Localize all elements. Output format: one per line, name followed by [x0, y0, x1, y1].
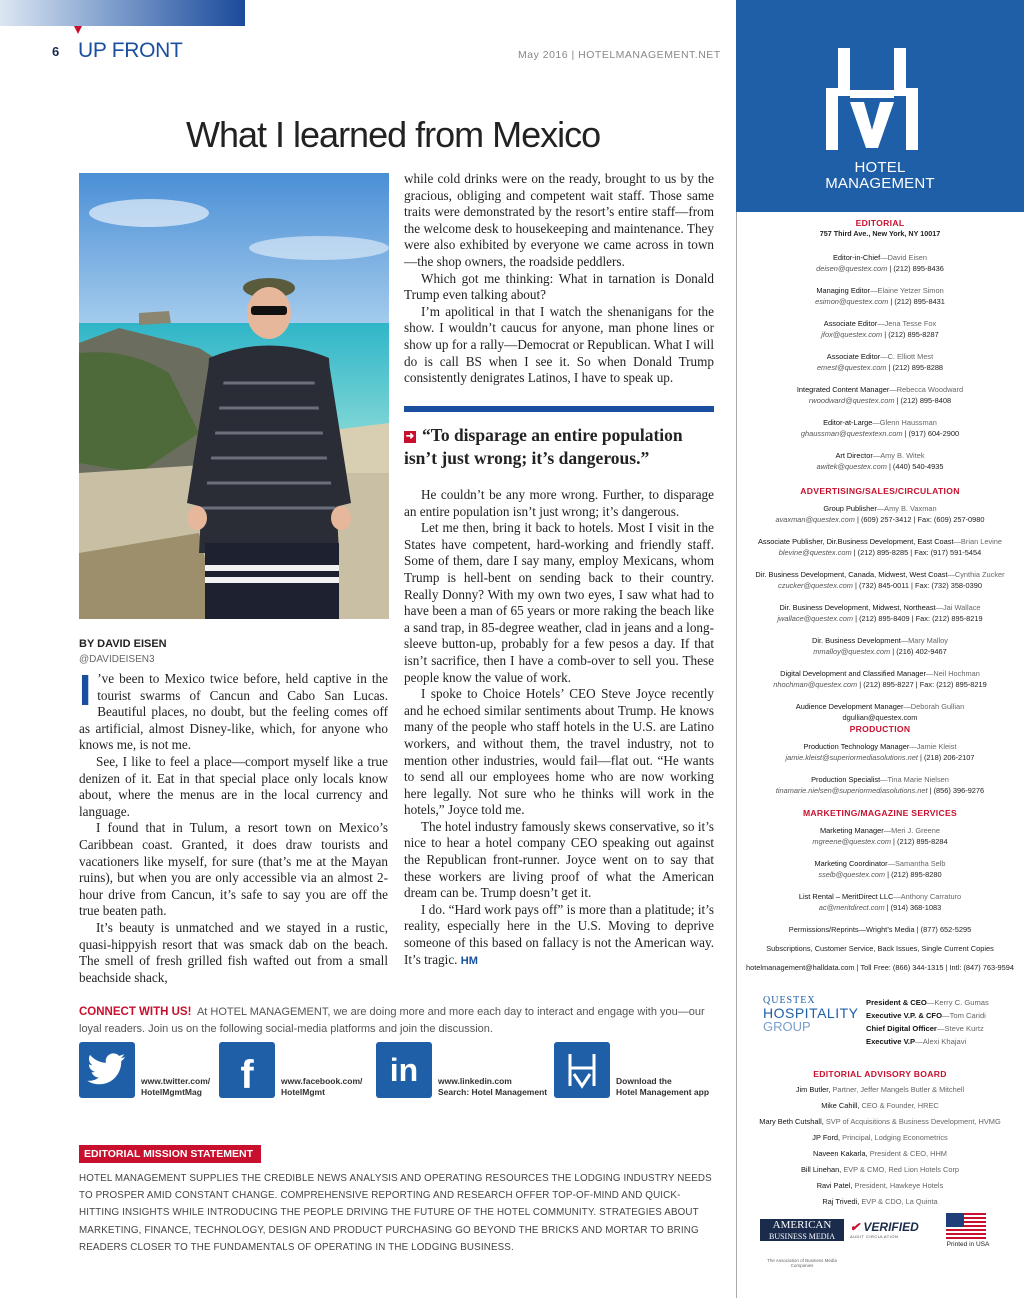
- board-member: [740, 1146, 1020, 1162]
- staff-entry: [740, 825, 1020, 847]
- staff-phone: (440) 540-4935: [892, 462, 944, 471]
- staff-email: avaxman@questex.com: [775, 515, 855, 524]
- section-label: UP FRONT: [78, 39, 183, 62]
- social-label: www.linkedin.com Search: Hotel Management: [438, 1076, 548, 1097]
- staff-entry: [740, 701, 1020, 723]
- staff-phone: (212) 895-8227 | Fax: (212) 895-8219: [863, 680, 987, 689]
- staff-phone: (212) 895-8285 | Fax: (917) 591-5454: [857, 548, 982, 557]
- masthead-title: HOTEL MANAGEMENT: [825, 159, 935, 192]
- staff-contact-line: emest@questex.com | (212) 895-8288: [816, 363, 944, 372]
- staff-entry: [740, 384, 1020, 406]
- staff-title-line: [740, 774, 1020, 785]
- staff-title-line: [740, 891, 1020, 902]
- staff-name: —Amy B. Witek: [872, 451, 925, 460]
- page-number: 6: [52, 44, 60, 59]
- staff-contact-line: czucker@questex.com | (732) 845-0011 | Fax: (732) 358-0390: [778, 581, 982, 590]
- staff-contact-line: blevine@questex.com | (212) 895-8285 | Fax: (917) 591-5454: [778, 548, 982, 557]
- staff-name: —Amy B. Vaxman: [876, 504, 937, 513]
- board-member: [740, 1194, 1020, 1210]
- permissions-line: Permissions/Reprints—Wright’s Media | (877) 652-5295: [788, 925, 972, 934]
- staff-phone: (216) 402-9467: [896, 647, 947, 656]
- staff-email: ghaussman@questextexn.com: [800, 429, 903, 438]
- staff-phone: (212) 895-8408: [900, 396, 952, 405]
- board-member: [740, 1162, 1020, 1178]
- board-name: Mary Beth Cutshall,: [759, 1117, 824, 1126]
- staff-contact-line: jamie.kleist@superiormediasolutions.net | (218) 206-2107: [785, 753, 975, 762]
- board-role: SVP of Acquisitions & Business Development, HVMG: [825, 1117, 1001, 1126]
- staff-email: mgreene@questex.com: [812, 837, 891, 846]
- staff-title: Associate Publisher, Dir.Business Development, East Coast: [757, 537, 954, 546]
- board-member: [740, 1098, 1020, 1114]
- staff-name: —C. Elliott Mest: [880, 352, 934, 361]
- staff-phone: (212) 895-8287: [888, 330, 939, 339]
- staff-phone: (212) 895-8436: [893, 264, 944, 273]
- end-mark: HM: [460, 954, 478, 967]
- staff-contact-line: avaxman@questex.com | (609) 257-3412 | Fax: (609) 257-0980: [775, 515, 985, 524]
- paragraph: See, I like to feel a place—comport myself like a true denizen of it. Eat in that special place only locals know about, where the menus are in the local currency and language.: [79, 753, 388, 819]
- staff-title-line: [740, 602, 1020, 613]
- staff-contact-line: tinamarie.nielsen@superiormediasolutions.net | (856) 396-9276: [775, 786, 985, 795]
- staff-entry: [740, 858, 1020, 880]
- board-name: Jim Butler,: [795, 1085, 831, 1094]
- officer-entry: [866, 1009, 1016, 1022]
- staff-title-line: [740, 858, 1020, 869]
- staff-title: Integrated Content Manager: [796, 385, 890, 394]
- staff-title: Editor-at-Large: [823, 418, 873, 427]
- staff-phone: (914) 368-1083: [890, 903, 942, 912]
- author-handle: @DAVIDEISEN3: [79, 654, 155, 665]
- advisory-board-list: [740, 1082, 1020, 1210]
- staff-entry: [740, 252, 1020, 274]
- staff-contact-line: mgreene@questex.com | (212) 895-8284: [812, 837, 948, 846]
- board-role: Principal, Lodging Econometrics: [842, 1133, 948, 1142]
- staff-email: esimon@questex.com: [815, 297, 889, 306]
- paragraph: It’s beauty is unmatched and we stayed in a rustic, quasi-hippyish resort that was smack dab on the beach. The smell of fresh grilled fish wafted out from a small beachside shack,: [79, 919, 388, 985]
- board-member: [740, 1178, 1020, 1194]
- staff-phone: (609) 257-3412 | Fax: (609) 257-0980: [860, 515, 985, 524]
- advisory-board-section: [740, 1069, 1020, 1079]
- staff-entry: [740, 351, 1020, 373]
- staff-title: Dir. Business Development, Midwest, Northeast: [779, 603, 936, 612]
- staff-title: Associate Editor: [826, 352, 881, 361]
- staff-name: —Deborah Gullian: [903, 702, 965, 711]
- board-member: [740, 1082, 1020, 1098]
- byline: BY DAVID EISEN: [79, 638, 167, 650]
- staff-email: awitek@questex.com: [816, 462, 887, 471]
- staff-email: czucker@questex.com: [778, 581, 853, 590]
- staff-contact-line: esimon@questex.com | (212) 895-8431: [815, 297, 945, 306]
- staff-name: —Samantha Selb: [887, 859, 946, 868]
- staff-contact-line: nhochman@questex.com | (212) 895-8227 | Fax: (212) 895-8219: [773, 680, 987, 689]
- section-heading: MARKETING/MAGAZINE SERVICES: [802, 808, 958, 818]
- section-heading: EDITORIAL: [855, 218, 905, 228]
- staff-contact-line: jfox@questex.com | (212) 895-8287: [821, 330, 939, 339]
- questex-logo: QUESTEX HOSPITALITY GROUP: [763, 995, 859, 1034]
- staff-name: —Elaine Yetzer Simon: [870, 286, 944, 295]
- staff-phone: dgullian@questex.com: [842, 713, 918, 722]
- connect-text: At HOTEL MANAGEMENT, we are doing more and more each day to interact and engage with you—our loyal readers. Join us on the following social-media platforms and join the discussion.: [79, 1006, 705, 1035]
- staff-contact-line: awitek@questex.com | (440) 540-4935: [816, 462, 944, 471]
- staff-entry: [740, 569, 1020, 591]
- staff-email: deisen@questex.com: [816, 264, 888, 273]
- staff-title-line: [740, 417, 1020, 428]
- article-column-middle-top: [404, 171, 714, 387]
- paragraph: I found that in Tulum, a resort town on Mexico’s Caribbean coast. Granted, it does draw tourists and vacationers like myself, for sure (that’s me at the Mayan ruins), but when you are only accessible via an almost 2-hour drive from Cancun, it’s safe to say you are off the true beaten path.: [79, 820, 388, 919]
- staff-name: —Anthony Carraturo: [893, 892, 962, 901]
- staff-title-line: [740, 318, 1020, 329]
- staff-name: —Mary Malloy: [900, 636, 948, 645]
- board-name: Bill Linehan,: [800, 1165, 842, 1174]
- hm-app-icon[interactable]: [554, 1042, 610, 1098]
- staff-title-line: [740, 741, 1020, 752]
- staff-name: —Jena Tesse Fox: [877, 319, 937, 328]
- twitter-icon[interactable]: [79, 1042, 135, 1098]
- officers-list: [866, 996, 1016, 1048]
- staff-name: —Meri J. Greene: [883, 826, 940, 835]
- staff-title: Marketing Manager: [820, 826, 884, 835]
- staff-entry: [740, 668, 1020, 690]
- staff-phone: (212) 895-8284: [897, 837, 948, 846]
- staff-entry: [740, 602, 1020, 624]
- staff-title-line: [740, 701, 1020, 712]
- paragraph: while cold drinks were on the ready, brought to us by the gracious, obliging and competent wait staff. Those same traits were demonstrated by the resort’s entire staff—from the welcome desk to housekeeping and maintenance. They were also exhibited by everyone we came across in town—the shop owners, the roadside peddlers.: [404, 171, 714, 269]
- dropcap: I: [79, 666, 92, 715]
- paragraph: Let me then, bring it back to hotels. Most I visit in the States have competent, hard-working and friendly staff. Some of them, dare I say many, employ Mexicans, whom Trump is hell-bent on sending back to their country. Really Donny? With my own two eyes, I saw what had to have been a man of 65 years or more raking the beach like a sand trap, in 85-degree weather, clad in jeans and a long-sleeve button-up, probably for a few pesos a day. If that isn’t sacrifice, then I have a comb-over to sell you. These people know the value of work.: [404, 520, 714, 685]
- photo-illustration: [79, 173, 389, 619]
- staff-title-line: [740, 668, 1020, 679]
- board-role: Partner, Jeffer Mangels Butler & Mitchell: [832, 1085, 965, 1094]
- staff-title: Group Publisher: [823, 504, 877, 513]
- staff-contact-line: jwallace@questex.com | (212) 895-8409 | Fax: (212) 895-8219: [777, 614, 983, 623]
- board-member: [740, 1114, 1020, 1130]
- header-tab-marker: [74, 26, 82, 34]
- staff-name: —Glenn Haussman: [872, 418, 937, 427]
- staff-title-line: [740, 569, 1020, 580]
- staff-name: —Jai Wallace: [935, 603, 981, 612]
- staff-entry: [740, 318, 1020, 340]
- officer-title: Executive V.P: [866, 1037, 916, 1046]
- header-tab-bar: [0, 0, 245, 26]
- issue-line: May 2016 | HOTELMANAGEMENT.NET: [518, 49, 721, 61]
- usa-flag-icon: [946, 1213, 986, 1239]
- staff-title-line: [740, 825, 1020, 836]
- staff-title: Dir. Business Development: [812, 636, 901, 645]
- paragraph: I do. “Hard work pays off” is more than a platitude; it’s reality, especially here in the U.S. Moving to deprive someone of this based on fallacy is not the American way. It’s tragic. HM: [404, 901, 714, 967]
- officer-title: Chief Digital Officer: [866, 1024, 937, 1033]
- staff-phone: (212) 895-8280: [891, 870, 942, 879]
- board-role: President, Hawkeye Hotels: [854, 1181, 944, 1190]
- staff-name: —Cynthia Zucker: [947, 570, 1005, 579]
- staff-phone: (856) 396-9276: [933, 786, 985, 795]
- officer-entry: [866, 996, 1016, 1009]
- staff-title: Digital Development and Classified Manager: [780, 669, 927, 678]
- officer-name: —Tom Caridi: [941, 1011, 986, 1020]
- staff-title: Production Specialist: [811, 775, 881, 784]
- paragraph: I ’ve been to Mexico twice before, held captive in the tourist swarms of Cancun and Cabo San Lucas. Beautiful places, no doubt, but the feeling comes off as artificial, almost Disney-like, which, for anyone who knows me, is not me.: [79, 666, 388, 753]
- staff-email: mmalloy@questex.com: [813, 647, 891, 656]
- board-role: President & CEO, HHM: [869, 1149, 947, 1158]
- board-name: JP Ford,: [812, 1133, 841, 1142]
- staff-title: Dir. Business Development, Canada, Midwest, West Coast: [755, 570, 948, 579]
- connect-section: [79, 1004, 719, 1038]
- staff-name: —Brian Levine: [953, 537, 1003, 546]
- linkedin-icon[interactable]: in: [376, 1042, 432, 1098]
- staff-phone: (212) 895-8288: [892, 363, 944, 372]
- officer-name: —Kerry C. Gumas: [926, 998, 989, 1007]
- board-role: CEO & Founder, HREC: [861, 1101, 939, 1110]
- staff-title-line: [740, 252, 1020, 263]
- paragraph: I’m apolitical in that I watch the shenanigans for the show. I wouldn’t caucus for anyone, man phone lines or show up for a rally—Democrat or Republican. What I will do is call BS when I see it. So when Donald Trump consistently denigrates Latinos, I have to speak up.: [404, 303, 714, 386]
- connect-heading: CONNECT WITH US!: [79, 1006, 192, 1018]
- staff-name: —David Eisen: [880, 253, 928, 262]
- author-photo: [79, 173, 389, 619]
- staff-entry: [740, 741, 1020, 763]
- staff-title-line: [740, 635, 1020, 646]
- verified-logo: ✔ VERIFIED AUDIT CIRCULATION: [850, 1220, 919, 1239]
- section-heading: EDITORIAL ADVISORY BOARD: [813, 1069, 947, 1079]
- production-staff: [740, 741, 1020, 807]
- staff-contact-line: rwoodward@questex.com | (212) 895-8408: [808, 396, 952, 405]
- staff-entry: [740, 635, 1020, 657]
- staff-entry: [740, 285, 1020, 307]
- officer-name: —Alexi Khajavi: [915, 1037, 967, 1046]
- officer-entry: [866, 1035, 1016, 1048]
- board-name: Mike Cahill,: [821, 1101, 860, 1110]
- staff-entry: [740, 450, 1020, 472]
- subscriptions: Subscriptions, Customer Service, Back Issues, Single Current Copies hotelmanagement@halldata.com | Toll Free: (866) 344-1315 | Intl: (847) 763-9594: [746, 944, 1014, 972]
- pull-quote: ➜ “To disparage an entire population isn’t just wrong; it’s dangerous.”: [404, 425, 683, 468]
- editorial-staff: [740, 252, 1020, 483]
- american-business-media-logo: AMERICAN BUSINESS MEDIA: [760, 1219, 844, 1241]
- staff-contact-line: deisen@questex.com | (212) 895-8436: [816, 264, 944, 273]
- paragraph: I spoke to Choice Hotels’ CEO Steve Joyce recently and he echoed similar sentiments about Trump. He knows many of the people who staff hotels in the U.S. are Latino workers, and without them, the travel industry, not to mention other industries, would fail—flat out. “He wants to send all our employees home who are now working here legally. Not sure who he thinks will work in the hotels,” Joyce told me.: [404, 686, 714, 818]
- officer-title: Executive V.P. & CFO: [866, 1011, 942, 1020]
- staff-phone: (917) 604-2900: [908, 429, 960, 438]
- staff-title-line: [740, 285, 1020, 296]
- staff-name: —Jamie Kleist: [909, 742, 957, 751]
- staff-email: tinamarie.nielsen@superiormediasolutions.net: [775, 786, 928, 795]
- advertising-staff: [740, 503, 1020, 734]
- staff-email: jamie.kleist@superiormediasolutions.net: [785, 753, 918, 762]
- production-section: [740, 724, 1020, 734]
- pull-quote-rule: [404, 406, 714, 412]
- staff-phone: (732) 845-0011 | Fax: (732) 358-0390: [858, 581, 982, 590]
- staff-email: emest@questex.com: [816, 363, 887, 372]
- staff-phone: (212) 895-8431: [894, 297, 945, 306]
- social-label: www.twitter.com/ HotelMgmtMag: [141, 1076, 211, 1097]
- board-role: EVP & CMO, Red Lion Hotels Corp: [843, 1165, 960, 1174]
- article-column-middle-bottom: [404, 487, 714, 968]
- staff-entry: [740, 536, 1020, 558]
- printed-in-usa: Printed in USA: [946, 1241, 990, 1248]
- staff-email: ac@meritdirect.com: [818, 903, 885, 912]
- staff-title-line: [740, 384, 1020, 395]
- editorial-section: [740, 218, 1020, 239]
- staff-entry: [740, 503, 1020, 525]
- address: 757 Third Ave., New York, NY 10017: [819, 229, 941, 238]
- officer-entry: [866, 1022, 1016, 1035]
- board-name: Raj Trivedi,: [822, 1197, 860, 1206]
- staff-title-line: [740, 450, 1020, 461]
- staff-title: Production Technology Manager: [803, 742, 910, 751]
- mission-heading: EDITORIAL MISSION STATEMENT: [79, 1145, 261, 1163]
- advertising-section: [740, 486, 1020, 496]
- staff-email: jwallace@questex.com: [777, 614, 854, 623]
- staff-entry: [740, 417, 1020, 439]
- staff-title: List Rental – MeritDirect LLC: [798, 892, 894, 901]
- staff-title: Editor-in-Chief: [832, 253, 881, 262]
- staff-contact-line: ac@meritdirect.com | (914) 368-1083: [818, 903, 942, 912]
- section-heading: ADVERTISING/SALES/CIRCULATION: [800, 486, 960, 496]
- facebook-icon[interactable]: f: [219, 1042, 275, 1098]
- staff-title: Audience Development Manager: [795, 702, 904, 711]
- staff-entry: [740, 774, 1020, 796]
- social-label: www.facebook.com/ HotelMgmt: [281, 1076, 363, 1097]
- staff-contact-line: sselb@questex.com | (212) 895-8280: [818, 870, 942, 879]
- paragraph: Which got me thinking: What in tarnation is Donald Trump even talking about?: [404, 270, 714, 303]
- staff-name: —Rebecca Woodward: [889, 385, 964, 394]
- staff-name: —Neil Hochman: [926, 669, 980, 678]
- paragraph: He couldn’t be any more wrong. Further, to disparage an entire population isn’t just wrong; it’s dangerous.: [404, 487, 714, 519]
- staff-contact-line: [740, 712, 1020, 723]
- board-name: Ravi Patel,: [816, 1181, 853, 1190]
- arrow-right-icon: ➜: [405, 431, 415, 442]
- board-role: EVP & CDO, La Quinta: [861, 1197, 938, 1206]
- officer-title: President & CEO: [866, 998, 927, 1007]
- article-column-left: [79, 666, 388, 986]
- staff-email: rwoodward@questex.com: [808, 396, 895, 405]
- staff-title: Art Director: [835, 451, 873, 460]
- mission-text: HOTEL MANAGEMENT SUPPLIES THE CREDIBLE NEWS ANALYSIS AND OPERATING RESOURCES THE LODGING INDUSTRY NEEDS TO PROSPER AMID CONSTANT CHANGE. COMPREHENSIVE REPORTING AND RESEARCH OFFER TOP-OF-MIND AND QUICK-HITTING INSIGHTS WHILE INTRODUCING THE PEOPLE DRIVING THE FUTURE OF THE HOTEL COMMUNITY. STRATEGIES ABOUT MARKETING, FINANCE, TECHNOLOGY, DESIGN AND PRODUCT PURCHASING GO BEYOND THE BRICKS AND MORTAR TO BRING READERS CLOSER TO THE FUNDAMENTALS OF OPERATING IN THE LODGING BUSINESS.: [79, 1173, 712, 1253]
- staff-phone: (212) 895-8409 | Fax: (212) 895-8219: [859, 614, 983, 623]
- officer-name: —Steve Kurtz: [936, 1024, 984, 1033]
- staff-email: sselb@questex.com: [818, 870, 886, 879]
- abm-caption: The Association of Business Media Companies: [767, 1258, 837, 1268]
- staff-title: Associate Editor: [823, 319, 878, 328]
- staff-phone: (218) 206-2107: [923, 753, 975, 762]
- social-label: Download the Hotel Management app: [616, 1076, 710, 1097]
- staff-title: Managing Editor: [816, 286, 871, 295]
- staff-contact-line: ghaussman@questextexn.com | (917) 604-2900: [800, 429, 960, 438]
- staff-name: —Tina Marie Nielsen: [880, 775, 949, 784]
- staff-entry: [740, 891, 1020, 913]
- staff-contact-line: mmalloy@questex.com | (216) 402-9467: [813, 647, 947, 656]
- board-name: Naveen Kakarla,: [813, 1149, 868, 1158]
- section-heading: PRODUCTION: [849, 724, 911, 734]
- staff-email: nhochman@questex.com: [773, 680, 858, 689]
- paragraph: The hotel industry famously skews conservative, so it’s nice to hear a hotel company CEO speaking out against the Republican front-runner. Joyce went on to say that these workers are living proof of what the American dream can be. Trump doesn’t get it.: [404, 818, 714, 901]
- staff-email: jfox@questex.com: [821, 330, 883, 339]
- article-headline: What I learned from Mexico: [186, 114, 601, 155]
- board-member: [740, 1130, 1020, 1146]
- marketing-staff: [740, 825, 1020, 924]
- staff-title-line: [740, 351, 1020, 362]
- marketing-section: [740, 808, 1020, 818]
- staff-title-line: [740, 503, 1020, 514]
- staff-title: Marketing Coordinator: [814, 859, 888, 868]
- staff-title-line: [740, 536, 1020, 547]
- staff-email: blevine@questex.com: [778, 548, 852, 557]
